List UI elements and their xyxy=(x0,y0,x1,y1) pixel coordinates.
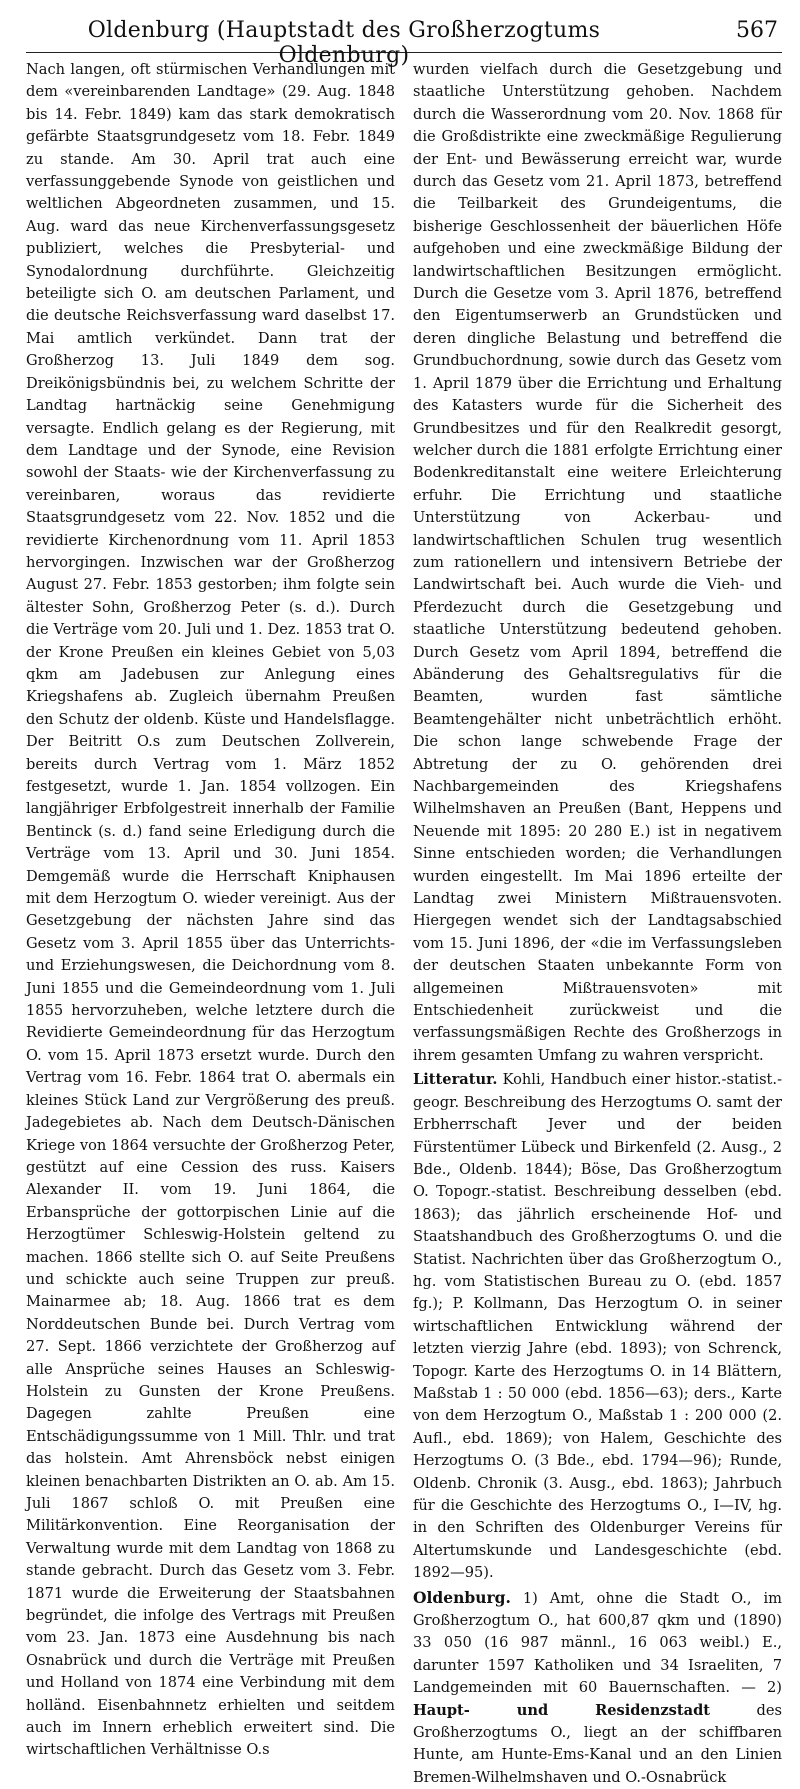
running-title: Oldenburg (Hauptstadt des Großherzogtums Oldenburg) xyxy=(87,18,601,68)
left-column xyxy=(26,59,395,1789)
economy-paragraph: wurden vielfach durch die Gesetzgebung und staatliche Unterstützung gehoben. Nachdem durch die Wasserordnung vom 20. Nov. 1868 für die Großdistrikte eine zweckmäßige Regulierung der Ent- und Bewässerung erreicht war, wurde durch das Gesetz vom 21. April 1873, betreffend die Teilbarkeit des Grundeigentums, die bisherige Geschlossenheit der bäuerlichen Höfe aufgehoben und eine zweckmäßige Bildung der landwirtschaftlichen Besitzungen ermöglicht. Durch die Gesetze vom 3. April 1876, betreffend den Eigentumserwerb an Grundstücken und deren dingliche Belastung und betreffend die Grundbuchordnung, sowie durch das Gesetz vom 1. April 1879 über die Errichtung und Erhaltung des Katasters wurde für die Sicherheit des Grundbesitzes und für den Realkredit gesorgt, welcher durch die 1881 erfolgte Errichtung einer Bodenkreditanstalt eine weitere Erleichterung erfuhr. Die Errichtung und staatliche Unterstützung von Ackerbau- und landwirtschaftlichen Schulen trug wesentlich zum rationellern und intensivern Betriebe der Landwirtschaft bei. Auch wurde die Vieh- und Pferdezucht durch die Gesetzgebung und staatliche Unterstützung bedeutend gehoben. Durch Gesetz vom April 1894, betreffend die Abänderung des Gehaltsregulativs für die Beamten, wurden fast sämtliche Beamtengehälter nicht unbeträchtlich erhöht. Die schon lange schwebende Frage der Abtretung der zu O. gehörenden drei Nachbargemeinden des Kriegshafens Wilhelmshaven an Preußen (Bant, Heppens und Neuende mit 1895: 20 280 E.) ist in negativem Sinne entschieden worden; die Verhandlungen wurden eingestellt. Im Mai 1896 erteilte der Landtag zwei Ministern Mißtrauensvoten. Hiergegen wendet sich der Landtagsabschied vom 15. Juni 1896, der «die im Verfassungsleben der deutschen Staaten unbekannte Form von allgemeinen Mißtrauensvoten» mit Entschiedenheit zurückweist und die verfassungsmäßigen Rechte des Großherzogs in ihrem gesamten Umfang zu wahren verspricht. xyxy=(413,61,782,1064)
entry-tail: des Großherzogtums O., liegt an der schiffbaren Hunte, am Hunte-Ems-Kanal und an den Linien Bremen-Wilhelmshaven und O.-Osnabrück xyxy=(413,1701,782,1786)
literature-paragraph xyxy=(413,1069,782,1584)
right-column xyxy=(413,59,782,1789)
entry-text: 1) Amt, ohne die Stadt O., im Großherzogtum O., hat 600,87 qkm und (1890) 33 050 (16 987 männl., 16 063 weibl.) E., darunter 1597 Katholiken und 34 Israeliten, 7 Landgemeinden mit 60 Bauernschaften. — 2) xyxy=(413,1589,782,1697)
page-number: 567 xyxy=(736,18,778,43)
history-paragraph: Nach langen, oft stürmischen Verhandlungen mit dem «vereinbarenden Landtage» (29. Aug. 1848 bis 14. Febr. 1849) kam das stark demokratisch gefärbte Staatsgrundgesetz vom 18. Febr. 1849 zu stande. Am 30. April trat auch eine verfassunggebende Synode von geistlichen und weltlichen Abgeordneten zusammen, und 15. Aug. ward das neue Kirchenverfassungsgesetz publiziert, welches die Presbyterial- und Synodalordnung durchführte. Gleichzeitig beteiligte sich O. am deutschen Parlament, und die deutsche Reichsverfassung ward daselbst 17. Mai amtlich verkündet. Dann trat der Großherzog 13. Juli 1849 dem sog. Dreikönigsbündnis bei, zu welchem Schritte der Landtag hartnäckig seine Genehmigung versagte. Endlich gelang es der Regierung, mit dem Landtage und der Synode, eine Revision sowohl der Staats- wie der Kirchenverfassung zu vereinbaren, woraus das revidierte Staatsgrundgesetz vom 22. Nov. 1852 und die revidierte Kirchenordnung vom 11. April 1853 hervorgingen. Inzwischen war der Großherzog August 27. Febr. 1853 gestorben; ihm folgte sein ältester Sohn, Großherzog Peter (s. d.). Durch die Verträge vom 20. Juli und 1. Dez. 1853 trat O. der Krone Preußen ein kleines Gebiet von 5,03 qkm am Jadebusen zur Anlegung eines Kriegshafens ab. Zugleich übernahm Preußen den Schutz der oldenb. Küste und Handelsflagge. Der Beitritt O.s zum Deutschen Zollverein, bereits durch Vertrag vom 1. März 1852 festgesetzt, wurde 1. Jan. 1854 vollzogen. Ein langjähriger Erbfolgestreit innerhalb der Familie Bentinck (s. d.) fand seine Erledigung durch die Verträge vom 13. April und 30. Juni 1854. Demgemäß wurde die Herrschaft Kniphausen mit dem Herzogtum O. wieder vereinigt. Aus der Gesetzgebung der nächsten Jahre sind das Gesetz vom 3. April 1855 über das Unterrichts- und Erziehungswesen, die Deichordnung vom 8. Juni 1855 und die Gemeindeordnung vom 1. Juli 1855 hervorzuheben, welche letztere durch die Revidierte Gemeindeordnung für das Herzogtum O. vom 15. April 1873 ersetzt wurde. Durch den Vertrag vom 16. Febr. 1864 trat O. abermals ein kleines Stück Land zur Vergrößerung des preuß. Jadegebietes ab. Nach dem Deutsch-Dänischen Kriege von 1864 versuchte der Großherzog Peter, gestützt auf eine Cession des russ. Kaisers Alexander II. vom 19. Juni 1864, die Erbansprüche der gottorpischen Linie auf die Herzogtümer Schleswig-Holstein geltend zu machen. 1866 stellte sich O. auf Seite Preußens und schickte auch seine Truppen zur preuß. Mainarmee ab; 18. Aug. 1866 trat es dem Norddeutschen Bunde bei. Durch Vertrag vom 27. Sept. 1866 verzichtete der Großherzog auf alle Ansprüche seines Hauses an Schleswig-Holstein zu Gunsten der Krone Preußens. Dagegen zahlte Preußen eine Entschädigungssumme von 1 Mill. Thlr. und trat das holstein. Amt Ahrensböck nebst einigen kleinen benachbarten Distrikten an O. ab. Am 15. Juli 1867 schloß O. mit Preußen eine Militärkonvention. Eine Reorganisation der Verwaltung wurde mit dem Landtag von 1868 zu stande gebracht. Durch das Gesetz vom 3. Febr. 1871 wurde die Erweiterung der Staatsbahnen begründet, die infolge des Vertrags mit Preußen vom 23. Jan. 1873 eine Ausdehnung bis nach Osnabrück und durch die Verträge mit Preußen und Holland von 1874 eine Verbindung mit dem holländ. Eisenbahnnetz erhielten und seitdem auch im Innern erheblich erweitert sind. Die wirtschaftlichen Verhältnisse O.s xyxy=(26,61,395,1759)
literature-text: Kohli, Handbuch einer histor.-statist.-geogr. Beschreibung des Herzogtums O. samt der Erbherrschaft Jever und der beiden Fürstentümer Lübeck und Birkenfeld (2. Ausg., 2 Bde., Oldenb. 1844); Böse, Das Großherzogtum O. Topogr.-statist. Beschreibung desselben (ebd. 1863); das jährlich erscheinende Hof- und Staatshandbuch des Großherzogtums O. und die Statist. Nachrichten über das Großherzogtum O., hg. vom Statistischen Bureau zu O. (ebd. 1857 fg.); P. Kollmann, Das Herzogtum O. in seiner wirtschaftlichen Entwicklung während der letzten vierzig Jahre (ebd. 1893); von Schrenck, Topogr. Karte des Herzogtums O. in 14 Blättern, Maßstab 1 : 50 000 (ebd. 1856—63); ders., Karte von dem Herzogtum O., Maßstab 1 : 200 000 (2. Aufl., ebd. 1869); von Halem, Geschichte des Herzogtums O. (3 Bde., ebd. 1794—96); Runde, Oldenb. Chronik (3. Ausg., ebd. 1863); Jahrbuch für die Geschichte des Herzogtums O., I—IV, hg. in den Schriften des Oldenburger Vereins für Altertumskunde und Landesgeschichte (ebd. 1892—95). xyxy=(413,1071,782,1582)
entry-headword: Oldenburg. xyxy=(413,1587,511,1607)
text-columns xyxy=(26,59,782,1789)
page-header xyxy=(26,12,782,68)
oldenburg-entry xyxy=(413,1587,782,1789)
literature-label: Litteratur. xyxy=(413,1071,498,1089)
entry-bold-term: Haupt- und Residenzstadt xyxy=(413,1701,711,1719)
